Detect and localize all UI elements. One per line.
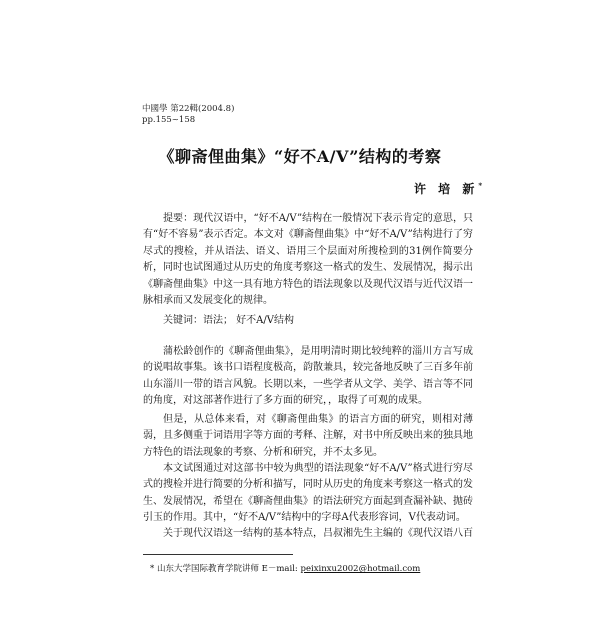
paper-title: 《聊斋俚曲集》“好不A/V”结构的考察 [158, 147, 442, 166]
author-name: 许 培 新 [413, 182, 479, 196]
author-footnote-mark: * [478, 181, 482, 190]
keywords: 关键词：语法； 好不A/V结构 [163, 315, 294, 326]
body-text [143, 344, 473, 543]
author [414, 180, 482, 197]
journal-info [142, 104, 234, 126]
footnote-text: 山东大学国际教育学院讲师 E－mail: [156, 564, 301, 574]
footnote-email: peixinxu2002@hotmail.com [300, 564, 421, 574]
journal-issue: 中國學 第22輯(2004.8) [142, 104, 235, 114]
footnote [150, 562, 420, 574]
abstract-text: 提要：现代汉语中，“好不A/V”结构在一般情况下表示肯定的意思，只有“好不容易”表示否定。本文对《聊斋俚曲集》中“好不A/V”结构进行了穷尽式的搜检，并从语法、语义、语用三个层面对所搜检到的31例作简要分析，同时也试图通过从历史的角度考察这一格式的发生、发展情况，揭示出《聊斋俚曲集》中这一具有地方特色的语法现象以及现代汉语与近代汉语一脉相承而又发展变化的规律。 [143, 213, 473, 307]
page-range: pp.155~158 [142, 115, 196, 125]
footnote-mark: * [150, 564, 155, 574]
body-paragraph-4: 关于现代汉语这一结构的基本特点，吕叔湘先生主编的《现代汉语八百 [163, 528, 473, 540]
body-paragraph-3: 本文试图通过对这部书中较为典型的语法现象“好不A/V”格式进行穷尽式的搜检并进行简要的分析和描写，同时从历史的角度来考察这一格式的发生、发展情况，希望在《聊斋俚曲集》的语法研究方面起到查漏补缺、抛砖引玉的作用。其中，“好不A/V”结构中的字母A代表形容词，V代表动词。 [143, 463, 473, 523]
body-paragraph-2: 但是，从总体来看，对《聊斋俚曲集》的语言方面的研究，则相对薄弱，且多侧重于词语用字等方面的考释、注解，对书中所反映出来的独具地方特色的语法现象的考察、分析和研究，并不太多见。 [143, 414, 473, 458]
body-paragraph-1: 蒲松龄创作的《聊斋俚曲集》，是用明清时期比较纯粹的淄川方言写成的说唱故事集。该书口语程度极高，韵散兼具，较完备地反映了三百多年前山东淄川一带的语言风貌。长期以来，一些学者从文学、美学、语言等不同的角度，对这部著作进行了多方面的研究，，取得了可观的成果。 [143, 346, 473, 406]
footnote-divider [143, 554, 293, 555]
abstract [143, 211, 473, 309]
